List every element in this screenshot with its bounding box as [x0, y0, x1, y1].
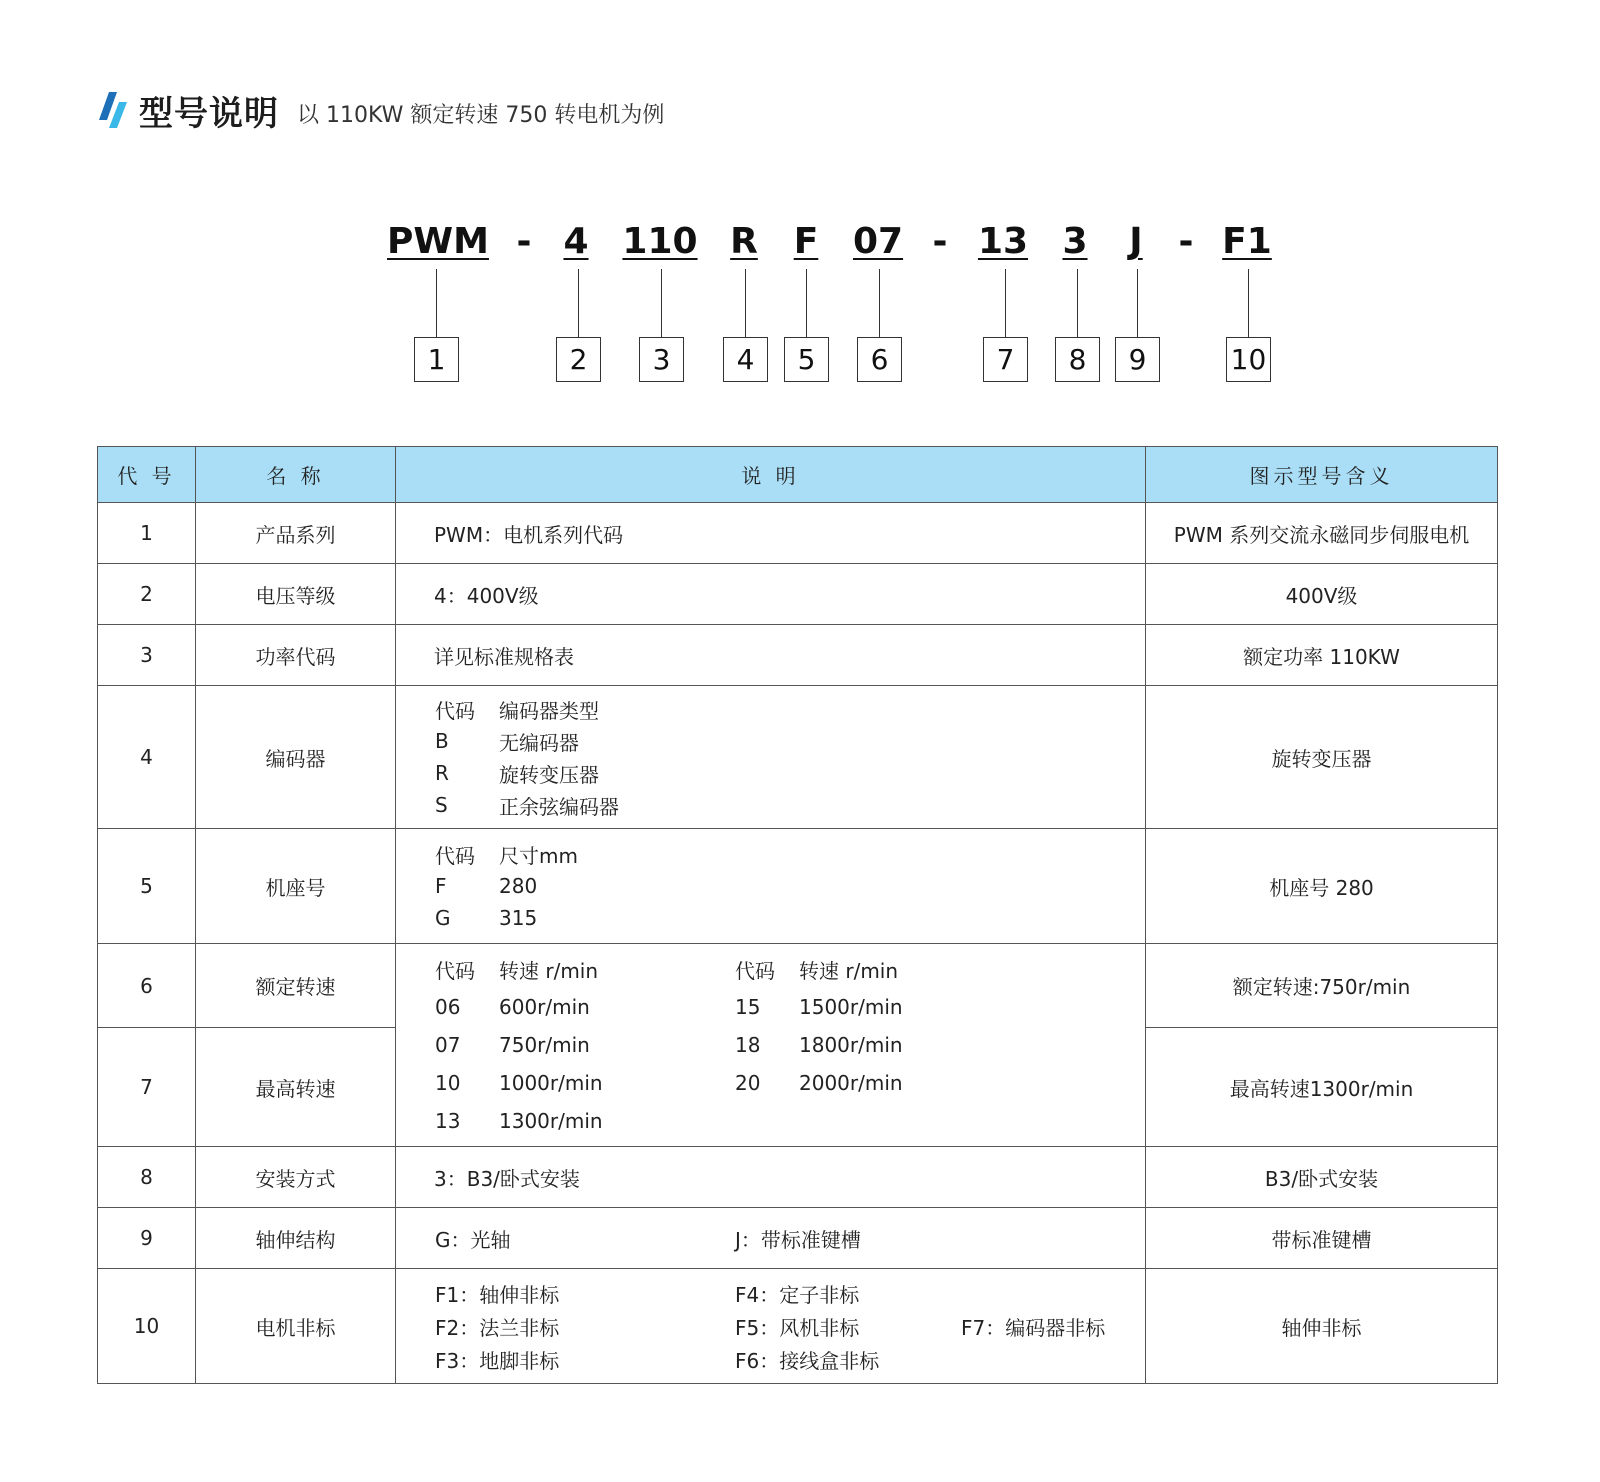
speed-code: 代码 — [435, 958, 475, 983]
desc-line — [435, 757, 1144, 789]
row-meaning: B3/卧式安装 — [1146, 1147, 1498, 1208]
table-row — [98, 1269, 1498, 1384]
desc-value: 280 — [499, 874, 538, 898]
connector-line — [1137, 269, 1138, 337]
row-name: 最高转速 — [196, 1028, 396, 1147]
nonstandard-option — [961, 1343, 1161, 1376]
speed-value: 1300r/min — [499, 1109, 603, 1133]
nonstandard-option: F2：法兰非标 — [435, 1315, 560, 1340]
nonstandard-option: F4：定子非标 — [735, 1282, 860, 1307]
speed-value: 2000r/min — [799, 1071, 903, 1095]
model-separator: - — [932, 221, 948, 262]
row-meaning: 轴伸非标 — [1146, 1269, 1498, 1384]
row-name: 编码器 — [196, 686, 396, 829]
speed-value: 1800r/min — [799, 1033, 903, 1057]
desc-key: B — [435, 729, 449, 753]
speed-code: 13 — [435, 1109, 461, 1133]
shaft-option: J：带标准键槽 — [735, 1227, 861, 1252]
row-name: 产品系列 — [196, 503, 396, 564]
spec-table — [97, 446, 1498, 1384]
row-name: 额定转速 — [196, 944, 396, 1028]
row-meaning: 旋转变压器 — [1146, 686, 1498, 829]
column-header-desc: 说 明 — [396, 447, 1146, 503]
row-name: 电机非标 — [196, 1269, 396, 1384]
desc-key: 代码 — [435, 698, 475, 723]
speed-value: 1500r/min — [799, 995, 903, 1019]
desc-key: F — [435, 874, 447, 898]
speed-code: 06 — [435, 995, 461, 1019]
row-code: 10 — [98, 1269, 196, 1384]
code-number-box: 3 — [639, 337, 684, 382]
connector-line — [661, 269, 662, 337]
row-code: 2 — [98, 564, 196, 625]
shaft-option: G：光轴 — [435, 1227, 511, 1252]
row-name: 电压等级 — [196, 564, 396, 625]
row-code: 8 — [98, 1147, 196, 1208]
model-segment-power: 110 — [622, 221, 698, 262]
speed-code: 代码 — [735, 958, 775, 983]
model-separator: - — [516, 221, 532, 262]
row-code: 4 — [98, 686, 196, 829]
column-header-name: 名 称 — [196, 447, 396, 503]
desc-line — [435, 725, 1144, 757]
row-desc — [396, 829, 1146, 944]
row-code: 1 — [98, 503, 196, 564]
speed-code: 18 — [735, 1033, 761, 1057]
table-header-row — [98, 447, 1498, 503]
model-segment-max-speed: 13 — [977, 221, 1029, 262]
row-meaning: 最高转速1300r/min — [1146, 1028, 1498, 1147]
row-code: 7 — [98, 1028, 196, 1147]
model-segment-voltage: 4 — [563, 221, 589, 262]
connector-line — [879, 269, 880, 337]
connector-line — [1248, 269, 1249, 337]
row-meaning: 机座号 280 — [1146, 829, 1498, 944]
row-desc: PWM：电机系列代码 — [396, 503, 1146, 564]
row-meaning: PWM 系列交流永磁同步伺服电机 — [1146, 503, 1498, 564]
row-desc — [396, 686, 1146, 829]
model-segment-speed: 07 — [852, 221, 904, 262]
connector-line — [436, 269, 437, 337]
connector-line — [1005, 269, 1006, 337]
desc-line — [435, 693, 1144, 725]
row-desc: 详见标准规格表 — [396, 625, 1146, 686]
table-row — [98, 503, 1498, 564]
table-row — [98, 1147, 1498, 1208]
row-name: 功率代码 — [196, 625, 396, 686]
desc-line — [435, 838, 1144, 870]
desc-value: 旋转变压器 — [499, 762, 599, 787]
table-row — [98, 944, 1498, 1028]
desc-value: 尺寸mm — [499, 843, 578, 868]
code-number-box: 7 — [983, 337, 1028, 382]
speed-value: 600r/min — [499, 995, 590, 1019]
row-name: 轴伸结构 — [196, 1208, 396, 1269]
page-subtitle: 以 110KW 额定转速 750 转电机为例 — [297, 102, 665, 128]
code-number-box: 10 — [1226, 337, 1271, 382]
code-number-box: 2 — [556, 337, 601, 382]
speed-column-left — [435, 950, 735, 1140]
brand-slash-icon — [97, 90, 129, 130]
row-code: 9 — [98, 1208, 196, 1269]
row-desc — [396, 1208, 1146, 1269]
page-header — [97, 88, 664, 132]
row-name: 机座号 — [196, 829, 396, 944]
desc-line — [435, 789, 1144, 821]
code-number-box: 1 — [414, 337, 459, 382]
row-meaning: 额定转速:750r/min — [1146, 944, 1498, 1028]
code-number-box: 8 — [1055, 337, 1100, 382]
page-title: 型号说明 — [139, 93, 279, 134]
speed-code: 07 — [435, 1033, 461, 1057]
speed-code: 20 — [735, 1071, 761, 1095]
table-row — [98, 686, 1498, 829]
connector-line — [1077, 269, 1078, 337]
speed-value: 750r/min — [499, 1033, 590, 1057]
speed-value: 转速 r/min — [799, 958, 899, 983]
desc-line — [435, 902, 1144, 934]
desc-key: R — [435, 761, 449, 785]
code-number-box: 4 — [723, 337, 768, 382]
desc-value: 315 — [499, 906, 538, 930]
table-row — [98, 564, 1498, 625]
row-meaning: 带标准键槽 — [1146, 1208, 1498, 1269]
connector-line — [745, 269, 746, 337]
row-meaning: 额定功率 110KW — [1146, 625, 1498, 686]
nonstandard-option: F1：轴伸非标 — [435, 1282, 560, 1307]
nonstandard-option — [961, 1277, 1161, 1310]
table-row — [98, 1208, 1498, 1269]
nonstandard-option: F7：编码器非标 — [961, 1315, 1106, 1340]
desc-key: G — [435, 906, 451, 930]
model-segment-mounting: 3 — [1062, 221, 1088, 262]
table-row — [98, 829, 1498, 944]
desc-value: 正余弦编码器 — [499, 794, 619, 819]
speed-code: 10 — [435, 1071, 461, 1095]
speed-value: 1000r/min — [499, 1071, 603, 1095]
row-code: 6 — [98, 944, 196, 1028]
code-number-box: 6 — [857, 337, 902, 382]
desc-key: S — [435, 793, 448, 817]
row-desc: 4：400V级 — [396, 564, 1146, 625]
row-code: 3 — [98, 625, 196, 686]
speed-value: 转速 r/min — [499, 958, 599, 983]
speed-column-right — [735, 950, 1035, 1140]
speed-code: 15 — [735, 995, 761, 1019]
desc-value: 编码器类型 — [499, 698, 599, 723]
row-desc — [396, 1269, 1146, 1384]
desc-line — [435, 870, 1144, 902]
row-code: 5 — [98, 829, 196, 944]
desc-key: 代码 — [435, 843, 475, 868]
nonstandard-option: F3：地脚非标 — [435, 1348, 560, 1373]
code-number-box: 9 — [1115, 337, 1160, 382]
nonstandard-option: F6：接线盒非标 — [735, 1348, 880, 1373]
connector-line — [578, 269, 579, 337]
model-segment-encoder: R — [730, 221, 758, 262]
row-desc: 3：B3/卧式安装 — [396, 1147, 1146, 1208]
code-number-box: 5 — [784, 337, 829, 382]
model-segment-frame: F — [793, 221, 819, 262]
speed-desc-cell — [396, 944, 1146, 1147]
column-header-code: 代 号 — [98, 447, 196, 503]
connector-line — [806, 269, 807, 337]
model-segment-shaft: J — [1129, 221, 1143, 262]
table-row — [98, 625, 1498, 686]
desc-value: 无编码器 — [499, 730, 579, 755]
model-segment-nonstandard: F1 — [1222, 221, 1272, 262]
row-meaning: 400V级 — [1146, 564, 1498, 625]
model-separator: - — [1178, 221, 1194, 262]
nonstandard-option: F5：风机非标 — [735, 1315, 860, 1340]
model-segment-series: PWM — [387, 221, 489, 262]
row-name: 安装方式 — [196, 1147, 396, 1208]
column-header-meaning: 图示型号含义 — [1146, 447, 1498, 503]
